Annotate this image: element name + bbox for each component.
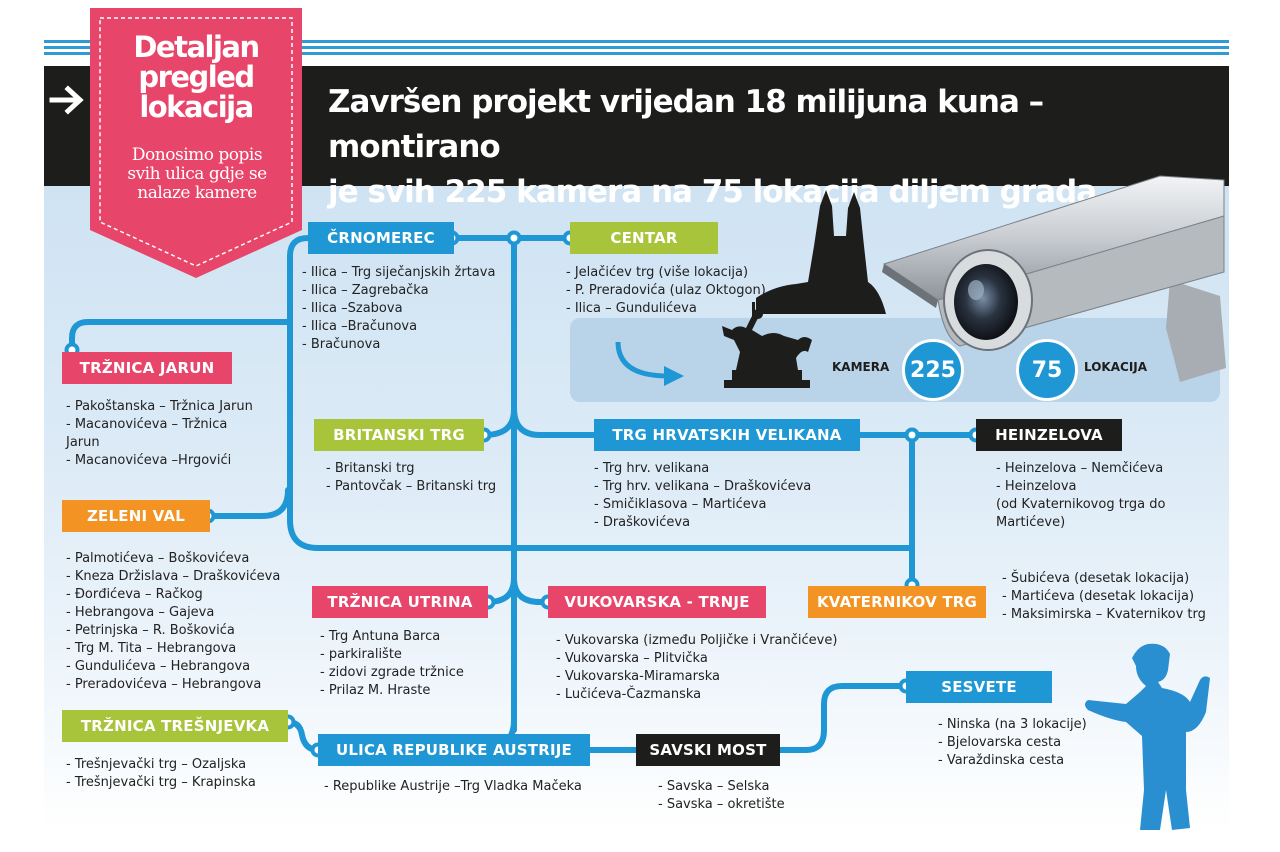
station-trznica-utrina: TRŽNICA UTRINA — [312, 586, 488, 618]
list-item: - Heinzelova (od Kvaternikovog trga do Martićeve) — [996, 479, 1166, 530]
station-ulica-republike-austrije: ULICA REPUBLIKE AUSTRIJE — [318, 734, 590, 766]
station-zeleni-val: ZELENI VAL — [62, 500, 210, 532]
headline-line-2: je svih 225 kamera na 75 lokacija diljem grada — [328, 174, 1097, 210]
list-item: - Kneza Držislava – Draškovićeva — [66, 569, 281, 584]
station-kvaternikov-trg: KVATERNIKOV TRG — [808, 586, 986, 618]
badge-subtitle: Donosimo popis svih ulica gdje se nalaze kamere — [127, 145, 267, 203]
station-trznica-tresnjevka: TRŽNICA TREŠNJEVKA — [62, 710, 288, 742]
station-savski-most: SAVSKI MOST — [636, 734, 780, 766]
list-savski-most — [658, 778, 838, 814]
station-vukovarska-trnje: VUKOVARSKA - TRNJE — [548, 586, 766, 618]
list-vukovarska-trnje — [556, 632, 876, 704]
list-item: - Pakoštanska – Tržnica Jarun — [66, 399, 253, 414]
line-zeleni-val — [208, 490, 288, 516]
list-trg-hrvatskih-velikana — [594, 460, 854, 532]
list-centar — [566, 264, 796, 318]
list-item: - P. Preradovića (ulaz Oktogon) — [566, 283, 766, 298]
list-item: - Bjelovarska cesta — [938, 735, 1062, 750]
list-sesvete — [938, 716, 1138, 770]
station-trznica-jarun: TRŽNICA JARUN — [62, 352, 232, 384]
node-velikana-right — [907, 430, 918, 441]
list-item: - Republike Austrije –Trg Vladka Mačeka — [324, 779, 582, 794]
station-trg-hrvatskih-velikana: TRG HRVATSKIH VELIKANA — [594, 419, 860, 451]
list-item: - Vukovarska-Miramarska — [556, 669, 720, 684]
list-zeleni-val — [66, 550, 296, 694]
list-item: - Palmotićeva – Boškovićeva — [66, 551, 250, 566]
list-item: - Preradovićeva – Hebrangova — [66, 677, 262, 692]
locations-count: 75 — [1031, 357, 1063, 383]
list-item: - Martićeva (desetak lokacija) — [1002, 589, 1195, 604]
list-item: - Draškovićeva — [594, 515, 691, 530]
node-hub-top — [509, 233, 520, 244]
list-item: - Jelačićev trg (više lokacija) — [566, 265, 749, 280]
list-item: - Trg M. Tita – Hebrangova — [66, 641, 237, 656]
list-item: - Vukovarska (između Poljičke i Vrančićeve) — [556, 633, 838, 648]
list-britanski-trg — [326, 460, 526, 496]
list-item: - Macanovićeva – Tržnica Jarun — [66, 417, 228, 450]
list-item: - Britanski trg — [326, 461, 415, 476]
list-item: - Savska – Selska — [658, 779, 770, 794]
list-item: - Trg hrv. velikana — [594, 461, 710, 476]
list-item: - Maksimirska – Kvaternikov trg — [1002, 607, 1206, 622]
list-item: - Savska – okretište — [658, 797, 785, 812]
station-centar: CENTAR — [570, 222, 718, 254]
list-item: - Trg hrv. velikana – Draškovićeva — [594, 479, 812, 494]
station-sesvete: SESVETE — [906, 671, 1052, 703]
list-trznica-jarun — [66, 398, 286, 470]
list-item: - Prilaz M. Hraste — [320, 683, 431, 698]
list-item: - Trg Antuna Barca — [320, 629, 441, 644]
list-item: - Heinzelova – Nemčićeva — [996, 461, 1164, 476]
list-item: - Vukovarska – Plitvička — [556, 651, 708, 666]
cameras-label: KAMERA — [832, 360, 890, 374]
curved-arrow-icon — [612, 338, 692, 388]
list-heinzelova — [996, 460, 1216, 532]
line-jarun — [72, 322, 288, 350]
badge-title: Detaljan pregled lokacija — [133, 30, 259, 124]
list-crnomerec — [302, 264, 532, 354]
list-item: - Ilica –Szabova — [302, 301, 403, 316]
list-item: - Trešnjevački trg – Krapinska — [66, 775, 256, 790]
list-item: - Ilica – Gundulićeva — [566, 301, 697, 316]
locations-label: LOKACIJA — [1084, 360, 1148, 374]
list-item: - Macanovićeva –Hrgovići — [66, 453, 232, 468]
list-item: - Ilica – Trg siječanjskih žrtava — [302, 265, 496, 280]
list-item: - Petrinjska – R. Boškovića — [66, 623, 235, 638]
cameras-count: 225 — [910, 357, 956, 383]
list-trznica-utrina — [320, 628, 510, 700]
station-heinzelova: HEINZELOVA — [976, 419, 1122, 451]
list-item: - Lučićeva-Čazmanska — [556, 687, 702, 702]
list-item: - Hebrangova – Gajeva — [66, 605, 215, 620]
list-item: - Pantovčak – Britanski trg — [326, 479, 497, 494]
list-item: - Đorđićeva – Račkog — [66, 587, 203, 602]
list-item: - zidovi zgrade tržnice — [320, 665, 464, 680]
list-kvaternikov-trg — [1002, 570, 1224, 624]
list-item: - parkiralište — [320, 647, 402, 662]
list-item: - Bračunova — [302, 337, 381, 352]
list-trznica-tresnjevka — [66, 756, 296, 792]
list-item: - Ilica – Zagrebačka — [302, 283, 429, 298]
security-camera-icon — [880, 168, 1230, 398]
list-item: - Varaždinska cesta — [938, 753, 1065, 768]
station-britanski-trg: BRITANSKI TRG — [314, 419, 484, 451]
list-item: - Šubićeva (desetak lokacija) — [1002, 571, 1190, 586]
list-item: - Trešnjevački trg – Ozaljska — [66, 757, 247, 772]
station-crnomerec: ČRNOMEREC — [308, 222, 454, 254]
list-item: - Ilica –Bračunova — [302, 319, 418, 334]
list-item: - Ninska (na 3 lokacije) — [938, 717, 1087, 732]
list-item: - Gundulićeva – Hebrangova — [66, 659, 251, 674]
headline-line-1: Završen projekt vrijedan 18 milijuna kuna – montirano — [328, 84, 1044, 165]
list-item: - Smičiklasova – Martićeva — [594, 497, 767, 512]
list-ulica-republike-austrije — [324, 778, 624, 796]
line-trg-velikana — [514, 408, 594, 435]
